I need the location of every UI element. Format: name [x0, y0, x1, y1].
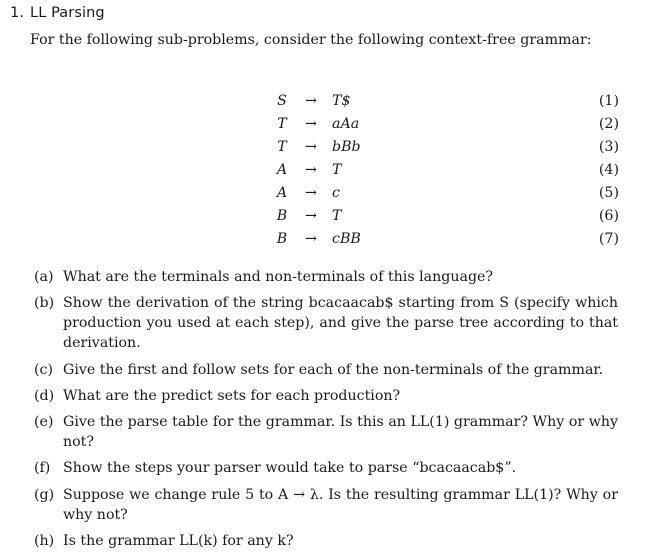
arrow-icon: →	[305, 231, 317, 247]
question-item	[34, 293, 618, 353]
rule-number: (4)	[598, 162, 619, 178]
question-label: (h)	[34, 533, 55, 550]
rule-rhs: c	[332, 185, 340, 201]
rule-number: (7)	[598, 231, 619, 247]
rule-rhs: bBb	[332, 139, 361, 155]
rule-number: (3)	[598, 139, 619, 155]
grammar-rule	[270, 114, 620, 137]
rule-rhs: aAa	[332, 116, 360, 132]
question-item	[34, 360, 618, 380]
problem-heading	[10, 5, 105, 21]
question-label: (d)	[34, 387, 55, 404]
question-label: (b)	[34, 295, 55, 312]
question-item	[34, 458, 618, 478]
rule-lhs: T	[277, 116, 287, 132]
question-item	[34, 485, 618, 525]
grammar-rule	[270, 229, 620, 252]
question-list	[34, 267, 618, 557]
question-label: (a)	[34, 269, 54, 285]
rule-number: (1)	[598, 93, 619, 109]
question-text: What are the terminals and non-terminals of this language?	[63, 269, 494, 285]
question-label: (e)	[34, 414, 54, 431]
grammar-rule	[270, 160, 620, 183]
arrow-icon: →	[305, 116, 317, 132]
rule-number: (2)	[598, 116, 619, 132]
rule-lhs: A	[276, 185, 288, 201]
grammar-rule	[270, 206, 620, 229]
grammar-rule	[270, 137, 620, 160]
question-text: Show the derivation of the string bcacaacab$ starting from S (specify which production you used at each step), and give the parse tree according to that derivation.	[63, 295, 618, 352]
rule-rhs: T	[332, 162, 342, 178]
question-item	[34, 386, 618, 406]
question-item	[34, 267, 618, 287]
question-text: Is the grammar LL(k) for any k?	[63, 533, 294, 550]
rule-lhs: B	[276, 208, 288, 224]
arrow-icon: →	[305, 93, 317, 109]
question-label: (f)	[34, 460, 51, 477]
problem-title: LL Parsing	[30, 5, 105, 21]
intro-text: For the following sub-problems, consider the following context-free grammar:	[30, 32, 592, 48]
rule-number: (6)	[598, 208, 619, 224]
arrow-icon: →	[305, 162, 317, 178]
question-text: Give the parse table for the grammar. Is this an LL(1) grammar? Why or why not?	[63, 414, 618, 451]
rule-number: (5)	[598, 185, 619, 201]
question-text: Give the first and follow sets for each of the non-terminals of the grammar.	[63, 361, 604, 378]
rule-rhs: T$	[332, 93, 351, 109]
grammar-rule	[270, 91, 620, 114]
grammar-rule	[270, 183, 620, 206]
question-text: Suppose we change rule 5 to A → λ. Is the resulting grammar LL(1)? Why or why not?	[63, 486, 618, 523]
question-item	[34, 531, 618, 551]
grammar-rules	[270, 91, 620, 252]
rule-lhs: A	[276, 162, 288, 178]
arrow-icon: →	[305, 208, 317, 224]
rule-rhs: T	[332, 208, 342, 224]
problem-number: 1.	[10, 5, 25, 21]
question-label: (c)	[34, 361, 54, 378]
arrow-icon: →	[305, 139, 317, 155]
arrow-icon: →	[305, 185, 317, 201]
question-label: (g)	[34, 486, 55, 503]
rule-lhs: T	[277, 139, 287, 155]
rule-lhs: B	[276, 231, 288, 247]
question-text: Show the steps your parser would take to parse “bcacaacab$”.	[63, 460, 517, 477]
rule-rhs: cBB	[332, 231, 361, 247]
rule-lhs: S	[277, 93, 287, 109]
question-item	[34, 412, 618, 452]
question-text: What are the predict sets for each production?	[63, 387, 401, 404]
